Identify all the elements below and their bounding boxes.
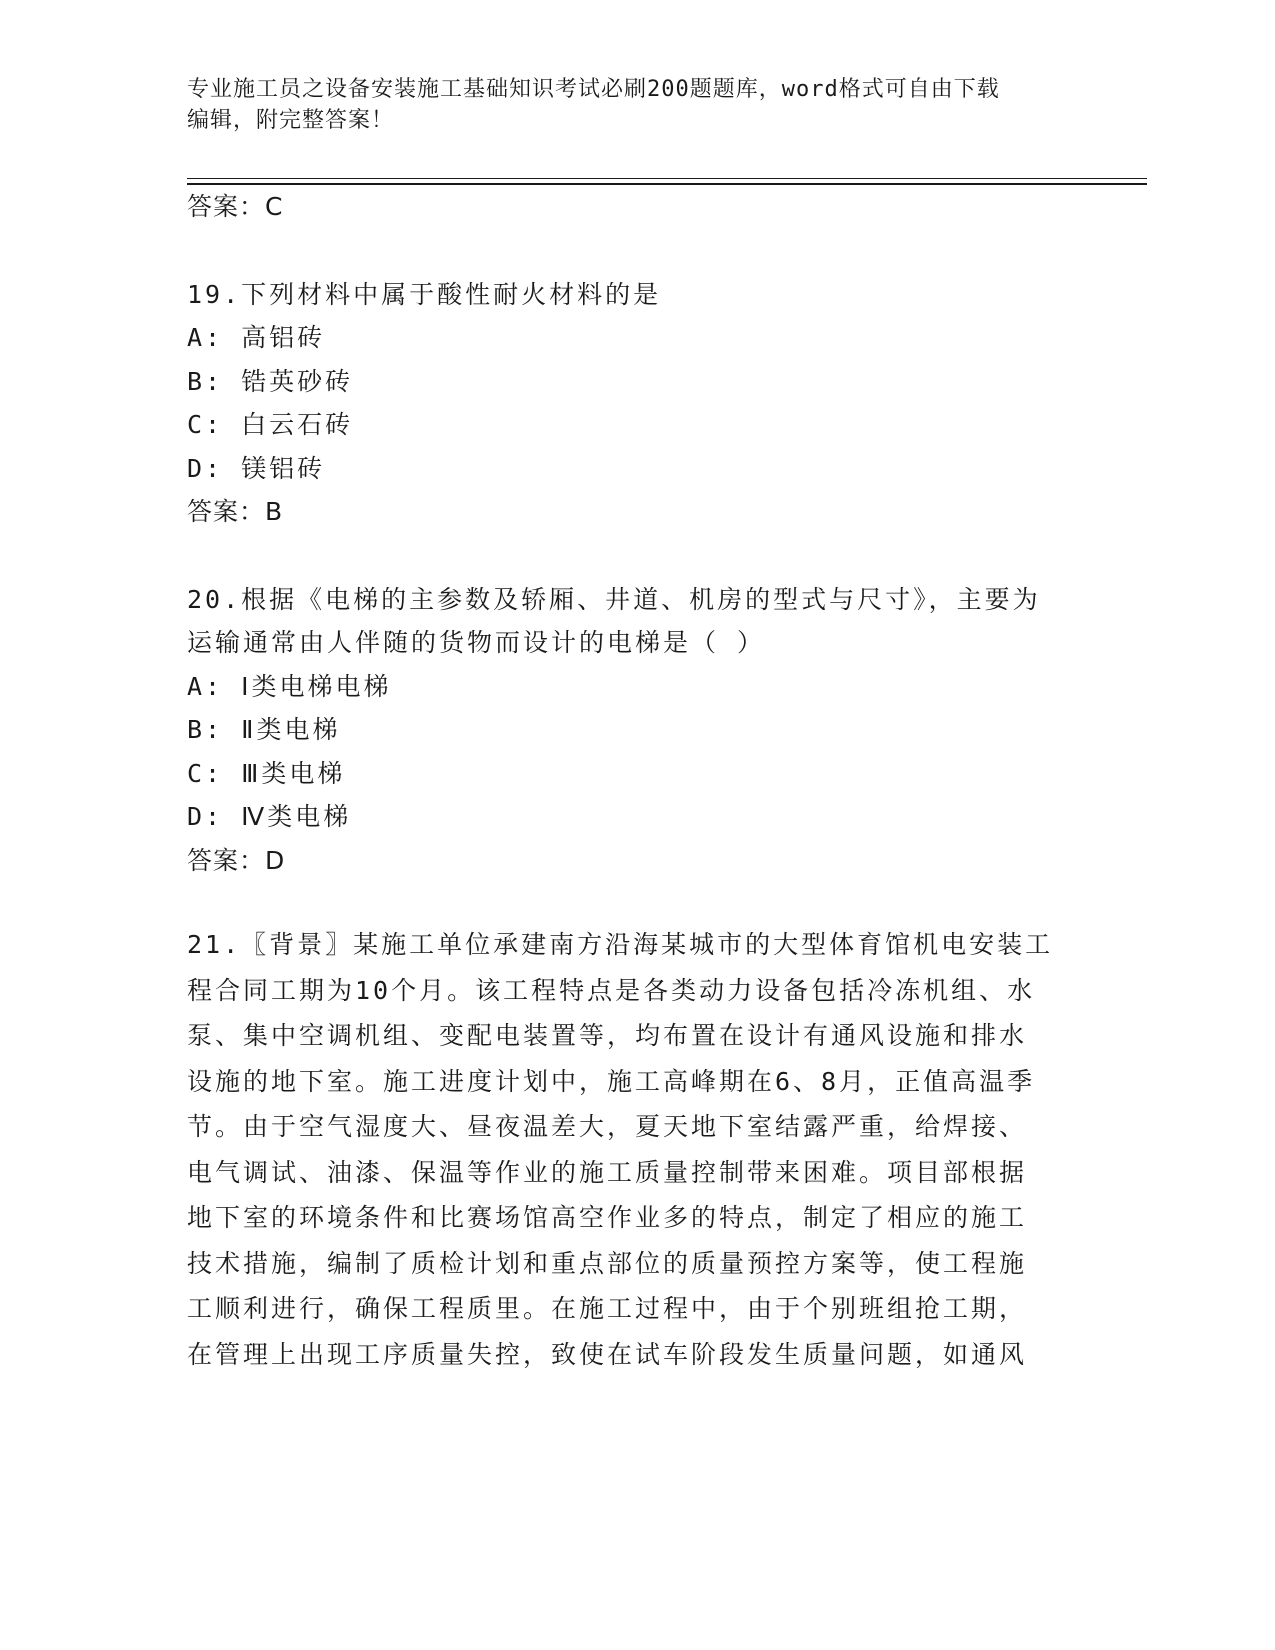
document-header [187,74,1067,136]
q21-line: 技术措施，编制了质检计划和重点部位的质量预控方案等，使工程施 [187,1248,1028,1278]
q21-line: 21.〖背景〗某施工单位承建南方沿海某城市的大型体育馆机电安装工 [187,930,1054,959]
q19-option-b: B: 锆英砂砖 [187,367,354,396]
q19-option-d: D: 镁铝砖 [187,454,326,483]
q21-line: 工顺利进行，确保工程质里。在施工过程中，由于个别班组抢工期， [187,1294,1028,1323]
q19-option-c: C: 白云石砖 [187,410,354,439]
q19-answer: 答案：B [187,497,284,526]
q21-line: 设施的地下室。施工进度计划中，施工高峰期在6、8月，正值高温季 [187,1066,1036,1096]
q21-passage [187,922,1067,1377]
q21-line: 在管理上出现工序质量失控，致使在试车阶段发生质量问题，如通风 [187,1339,1028,1369]
q20-answer: 答案：D [187,846,286,875]
q21-line: 地下室的环境条件和比赛场馆高空作业多的特点，制定了相应的施工 [187,1203,1028,1232]
q19-stem: 19.下列材料中属于酸性耐火材料的是 [187,280,662,309]
q20-option-a: A: Ⅰ类电梯电梯 [187,672,392,701]
q18-answer: 答案：C [187,192,284,221]
q21-line: 电气调试、油漆、保温等作业的施工质量控制带来困难。项目部根据 [187,1157,1028,1187]
q21-line: 泵、集中空调机组、变配电装置等，均布置在设计有通风设施和排水 [187,1021,1028,1050]
q20-option-b: B: Ⅱ类电梯 [187,715,341,744]
header-title-line-1: 专业施工员之设备安装施工基础知识考试必刷200题题库，word格式可自由下载 [187,77,1000,102]
header-title-line-2: 编辑，附完整答案！ [187,108,395,133]
q20-stem-line-2: 运输通常由人伴随的货物而设计的电梯是（ ） [187,628,766,657]
q20-option-d: D: Ⅳ类电梯 [187,802,352,831]
header-divider-thin [187,178,1147,179]
q20-option-c: C: Ⅲ类电梯 [187,759,346,788]
q19-option-a: A: 高铝砖 [187,323,326,352]
header-divider-thick [187,183,1147,185]
q21-line: 程合同工期为10个月。该工程特点是各类动力设备包括冷冻机组、水 [187,975,1036,1005]
q20-stem-line-1: 20.根据《电梯的主参数及轿厢、井道、机房的型式与尺寸》，主要为 [187,585,1041,614]
q21-line: 节。由于空气湿度大、昼夜温差大，夏天地下室结露严重，给焊接、 [187,1112,1028,1141]
